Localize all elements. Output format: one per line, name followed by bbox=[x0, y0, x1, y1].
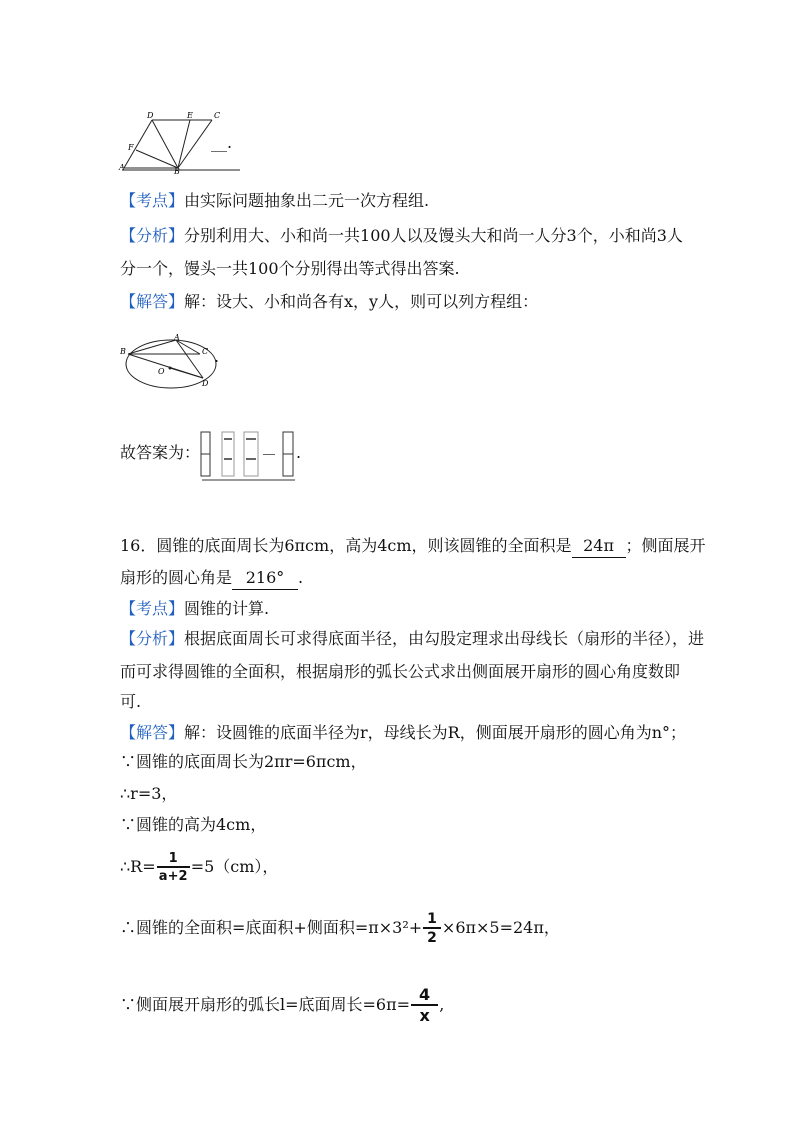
fraction-arc-num: 4 bbox=[411, 987, 438, 1006]
q15-fenxi bbox=[120, 225, 683, 247]
label-d: D bbox=[147, 111, 154, 120]
step5-a: ∴圆锥的全面积=底面积+侧面积=π×3²+ bbox=[120, 918, 423, 937]
q16-text-b: ；侧面展开 bbox=[625, 536, 706, 555]
tag-kaodian: 【考点】 bbox=[120, 191, 185, 210]
figure-circle bbox=[118, 334, 218, 394]
q15-kaodian bbox=[120, 190, 429, 212]
tag-fenxi: 【分析】 bbox=[120, 226, 185, 245]
q16-kaodian bbox=[120, 598, 269, 620]
answer-end: . bbox=[296, 443, 302, 462]
jieda-text-16: 解：设圆锥的底面半径为r，母线长为R，侧面展开扇形的圆心角为n°； bbox=[184, 723, 687, 742]
fraction-r-num: 1 bbox=[157, 852, 190, 868]
step-6 bbox=[120, 987, 444, 1024]
step6-a: ∵侧面展开扇形的弧长l=底面周长=6π= bbox=[120, 995, 411, 1014]
q16-text-c: 扇形的圆心角是 bbox=[120, 568, 233, 587]
tag-jieda: 【解答】 bbox=[120, 292, 185, 311]
fenxi-text: 分别利用大、小和尚一共100人以及馒头大和尚一人分3个，小和尚3人 bbox=[184, 226, 683, 245]
step-3: ∵圆锥的高为4cm， bbox=[120, 815, 267, 834]
tag-fenxi-16: 【分析】 bbox=[120, 629, 185, 648]
label-o: O bbox=[158, 367, 165, 376]
fraction-arc bbox=[411, 987, 438, 1024]
q16-fenxi-3: 可. bbox=[120, 692, 142, 711]
equation-image bbox=[200, 428, 300, 486]
label-c2: C bbox=[202, 347, 209, 356]
step4-b: =5（cm）， bbox=[190, 857, 279, 876]
fenxi-text-16: 根据底面周长可求得底面半径，由勾股定理求出母线长（扇形的半径），进 bbox=[184, 629, 705, 648]
fraction-arc-den: x bbox=[419, 1006, 430, 1025]
figure2-trail: . bbox=[214, 347, 220, 366]
q16-jieda bbox=[120, 722, 686, 744]
q15-fenxi-2: 分一个，馒头一共100个分别得出等式得出答案. bbox=[120, 259, 460, 278]
fraction-r bbox=[157, 852, 190, 883]
q16-fenxi-1 bbox=[120, 628, 704, 650]
blank-1: 24π bbox=[572, 535, 626, 558]
label-b: B bbox=[174, 167, 180, 174]
tag-kaodian-16: 【考点】 bbox=[120, 599, 185, 618]
fraction-half-num: 1 bbox=[423, 912, 441, 929]
fraction-r-den: a+2 bbox=[158, 869, 188, 884]
q16-text-d: . bbox=[298, 568, 304, 587]
label-d2: D bbox=[202, 379, 209, 388]
step-5 bbox=[120, 912, 560, 945]
q16-text-a: 16．圆锥的底面周长为6πcm，高为4cm，则该圆锥的全面积是 bbox=[120, 536, 572, 555]
tag-jieda-16: 【解答】 bbox=[120, 723, 185, 742]
step6-b: , bbox=[439, 995, 445, 1014]
step-1: ∵圆锥的底面周长为2πr=6πcm， bbox=[120, 752, 367, 771]
label-b2: B bbox=[120, 347, 126, 356]
jieda-text: 解：设大、小和尚各有x，y人，则可以列方程组： bbox=[184, 292, 539, 311]
label-f: F bbox=[128, 143, 134, 152]
fraction-half bbox=[423, 912, 441, 945]
q16-fenxi-2: 而可求得圆锥的全面积，根据扇形的弧长公式求出侧面展开扇形的圆心角度数即 bbox=[120, 662, 681, 681]
label-e: E bbox=[187, 111, 193, 120]
step-4 bbox=[120, 852, 278, 883]
blank-2: 216° bbox=[232, 567, 298, 590]
q15-jieda bbox=[120, 291, 538, 313]
answer-label: 故答案为： bbox=[120, 443, 201, 462]
label-c: C bbox=[214, 111, 221, 120]
step4-a: ∴R= bbox=[120, 857, 156, 876]
step-2: ∴r=3， bbox=[120, 784, 178, 803]
figure1-trail: __. bbox=[211, 133, 233, 152]
label-a: A bbox=[119, 163, 125, 172]
kaodian-text: 由实际问题抽象出二元一次方程组. bbox=[184, 191, 430, 210]
kaodian-text-16: 圆锥的计算. bbox=[184, 599, 270, 618]
step5-b: ×6π×5=24π， bbox=[441, 918, 560, 937]
fraction-half-den: 2 bbox=[427, 930, 437, 946]
q16-line2 bbox=[120, 567, 303, 590]
label-a2: A bbox=[174, 334, 180, 342]
q16-line1 bbox=[120, 535, 706, 558]
